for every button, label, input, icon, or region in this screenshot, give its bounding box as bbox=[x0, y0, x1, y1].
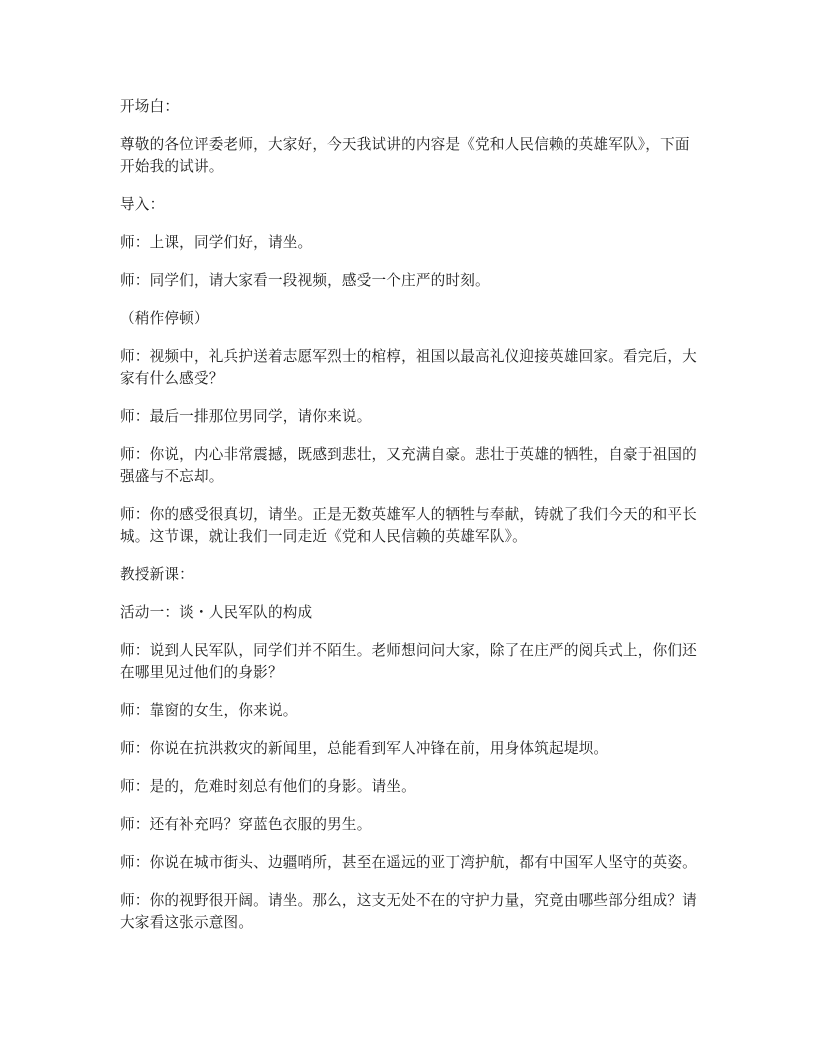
document-page bbox=[120, 96, 698, 950]
dialogue-line: 师：你的视野很开阔。请坐。那么，这支无处不在的守护力量，究竟由哪些部分组成？请大家看这张示意图。 bbox=[120, 892, 697, 931]
activity-heading: 活动一：谈・人民军队的构成 bbox=[120, 604, 313, 621]
section-heading-opening: 开场白： bbox=[120, 98, 180, 115]
dialogue-line: 师：靠窗的女生，你来说。 bbox=[120, 702, 298, 719]
dialogue-line: 师：视频中，礼兵护送着志愿军烈士的棺椁，祖国以最高礼仪迎接英雄回家。看完后，大家有什么感受？ bbox=[120, 348, 697, 387]
section-heading-introduction: 导入： bbox=[120, 196, 165, 213]
dialogue-line: 师：最后一排那位男同学，请你来说。 bbox=[120, 408, 372, 425]
dialogue-line: 师：你说在城市街头、边疆哨所，甚至在遥远的亚丁湾护航，都有中国军人坚守的英姿。 bbox=[120, 854, 697, 871]
dialogue-line: 师：你说，内心非常震撼，既感到悲壮，又充满自豪。悲壮于英雄的牺牲，自豪于祖国的强盛与不忘却。 bbox=[120, 446, 697, 485]
section-heading-new-lesson: 教授新课： bbox=[120, 566, 194, 583]
dialogue-line: 师：说到人民军队，同学们并不陌生。老师想问问大家，除了在庄严的阅兵式上，你们还在哪里见过他们的身影？ bbox=[120, 642, 697, 681]
dialogue-line: 师：你说在抗洪救灾的新闻里，总能看到军人冲锋在前，用身体筑起堤坝。 bbox=[120, 740, 609, 757]
dialogue-line: 师：是的，危难时刻总有他们的身影。请坐。 bbox=[120, 778, 416, 795]
opening-remarks: 尊敬的各位评委老师，大家好，今天我试讲的内容是《党和人民信赖的英雄军队》，下面开始我的试讲。 bbox=[120, 136, 690, 175]
dialogue-line: 师：同学们，请大家看一段视频，感受一个庄严的时刻。 bbox=[120, 272, 490, 289]
stage-direction: （稍作停顿） bbox=[120, 310, 209, 327]
dialogue-line: 师：你的感受很真切，请坐。正是无数英雄军人的牺牲与奉献，铸就了我们今天的和平长城。这节课，就让我们一同走近《党和人民信赖的英雄军队》。 bbox=[120, 506, 697, 545]
dialogue-line: 师：上课，同学们好，请坐。 bbox=[120, 234, 313, 251]
dialogue-line: 师：还有补充吗？穿蓝色衣服的男生。 bbox=[120, 816, 372, 833]
